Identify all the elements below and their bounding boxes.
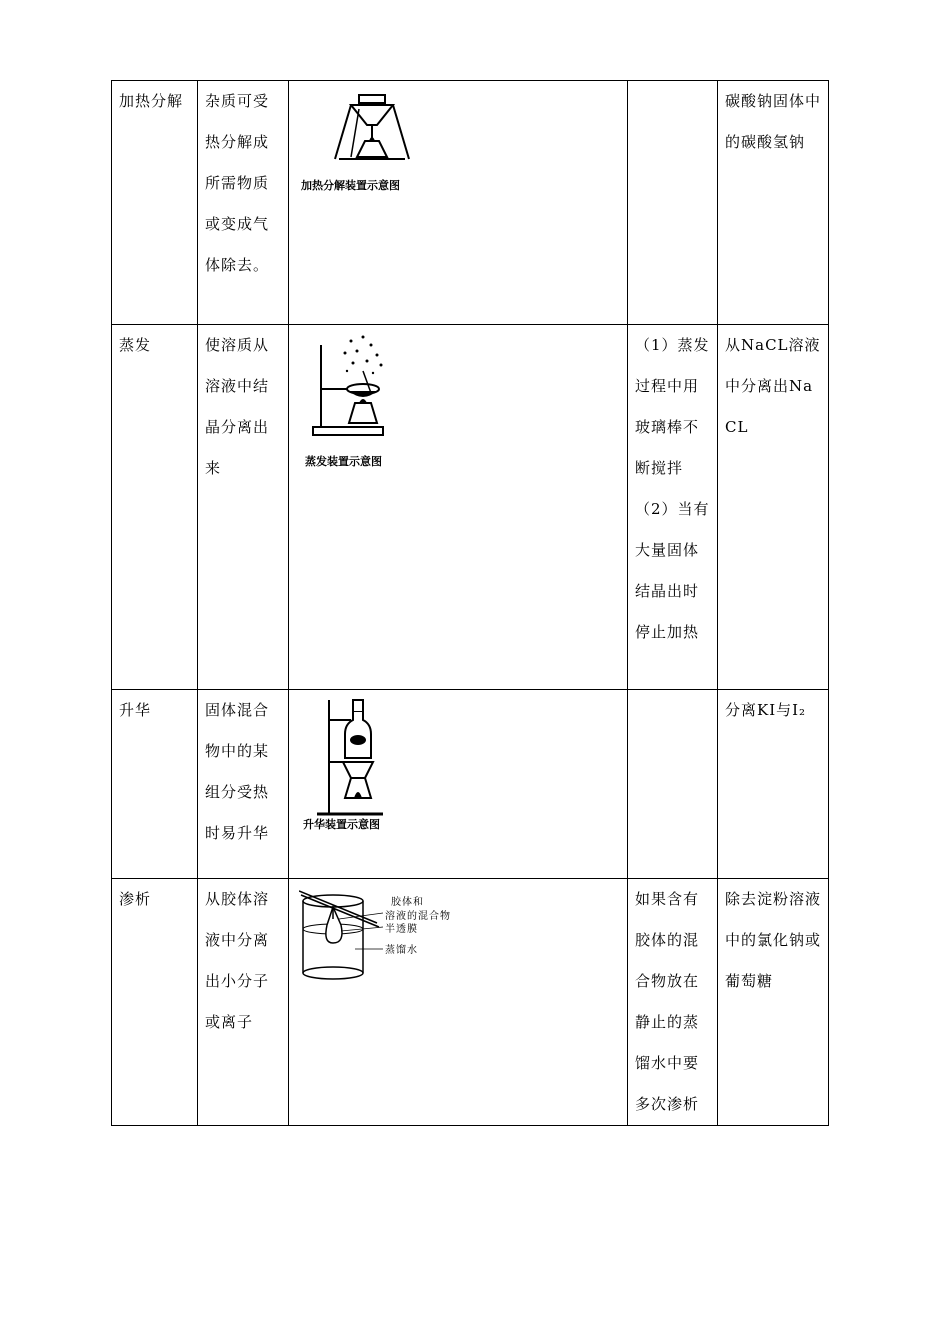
method-cell: 升华	[112, 690, 198, 879]
principle-cell: 固体混合物中的某组分受热时易升华	[198, 690, 289, 879]
diagram-caption: 升华装置示意图	[303, 818, 380, 831]
diagram-label-water: 蒸馏水	[385, 945, 418, 956]
diagram-label-membrane: 半透膜	[385, 924, 418, 935]
diagram-cell	[289, 81, 628, 325]
separation-methods-table	[111, 80, 829, 1126]
table-row	[112, 81, 829, 325]
principle-cell: 从胶体溶液中分离出小分子或离子	[198, 879, 289, 1126]
example-cell: 分离KI与I₂	[718, 690, 829, 879]
example-cell: 从NaCL溶液中分离出NaCL	[718, 325, 829, 690]
notes-cell	[628, 81, 718, 325]
sublimation-apparatus-diagram	[307, 694, 407, 824]
diagram-cell	[289, 690, 628, 879]
diagram-caption: 加热分解装置示意图	[301, 179, 400, 192]
table-row	[112, 690, 829, 879]
principle-cell: 杂质可受热分解成所需物质或变成气体除去。	[198, 81, 289, 325]
diagram-label-mixture: 溶液的混合物	[385, 911, 451, 922]
notes-cell: 如果含有胶体的混合物放在静止的蒸馏水中要多次渗析	[628, 879, 718, 1126]
diagram-caption: 蒸发装置示意图	[305, 455, 382, 468]
notes-cell: （1）蒸发过程中用玻璃棒不断搅拌（2）当有大量固体结晶出时停止加热	[628, 325, 718, 690]
method-cell: 蒸发	[112, 325, 198, 690]
example-cell: 碳酸钠固体中的碳酸氢钠	[718, 81, 829, 325]
dialysis-apparatus-diagram	[299, 885, 469, 985]
diagram-cell	[289, 325, 628, 690]
diagram-cell	[289, 879, 628, 1126]
heating-apparatus-diagram	[329, 89, 419, 179]
table-row	[112, 879, 829, 1126]
example-cell: 除去淀粉溶液中的氯化钠或葡萄糖	[718, 879, 829, 1126]
table-row	[112, 325, 829, 690]
method-cell: 加热分解	[112, 81, 198, 325]
notes-cell	[628, 690, 718, 879]
principle-cell: 使溶质从溶液中结晶分离出来	[198, 325, 289, 690]
evaporation-apparatus-diagram	[311, 331, 411, 443]
method-cell: 渗析	[112, 879, 198, 1126]
diagram-label-colloid: 胶体和	[391, 897, 424, 908]
